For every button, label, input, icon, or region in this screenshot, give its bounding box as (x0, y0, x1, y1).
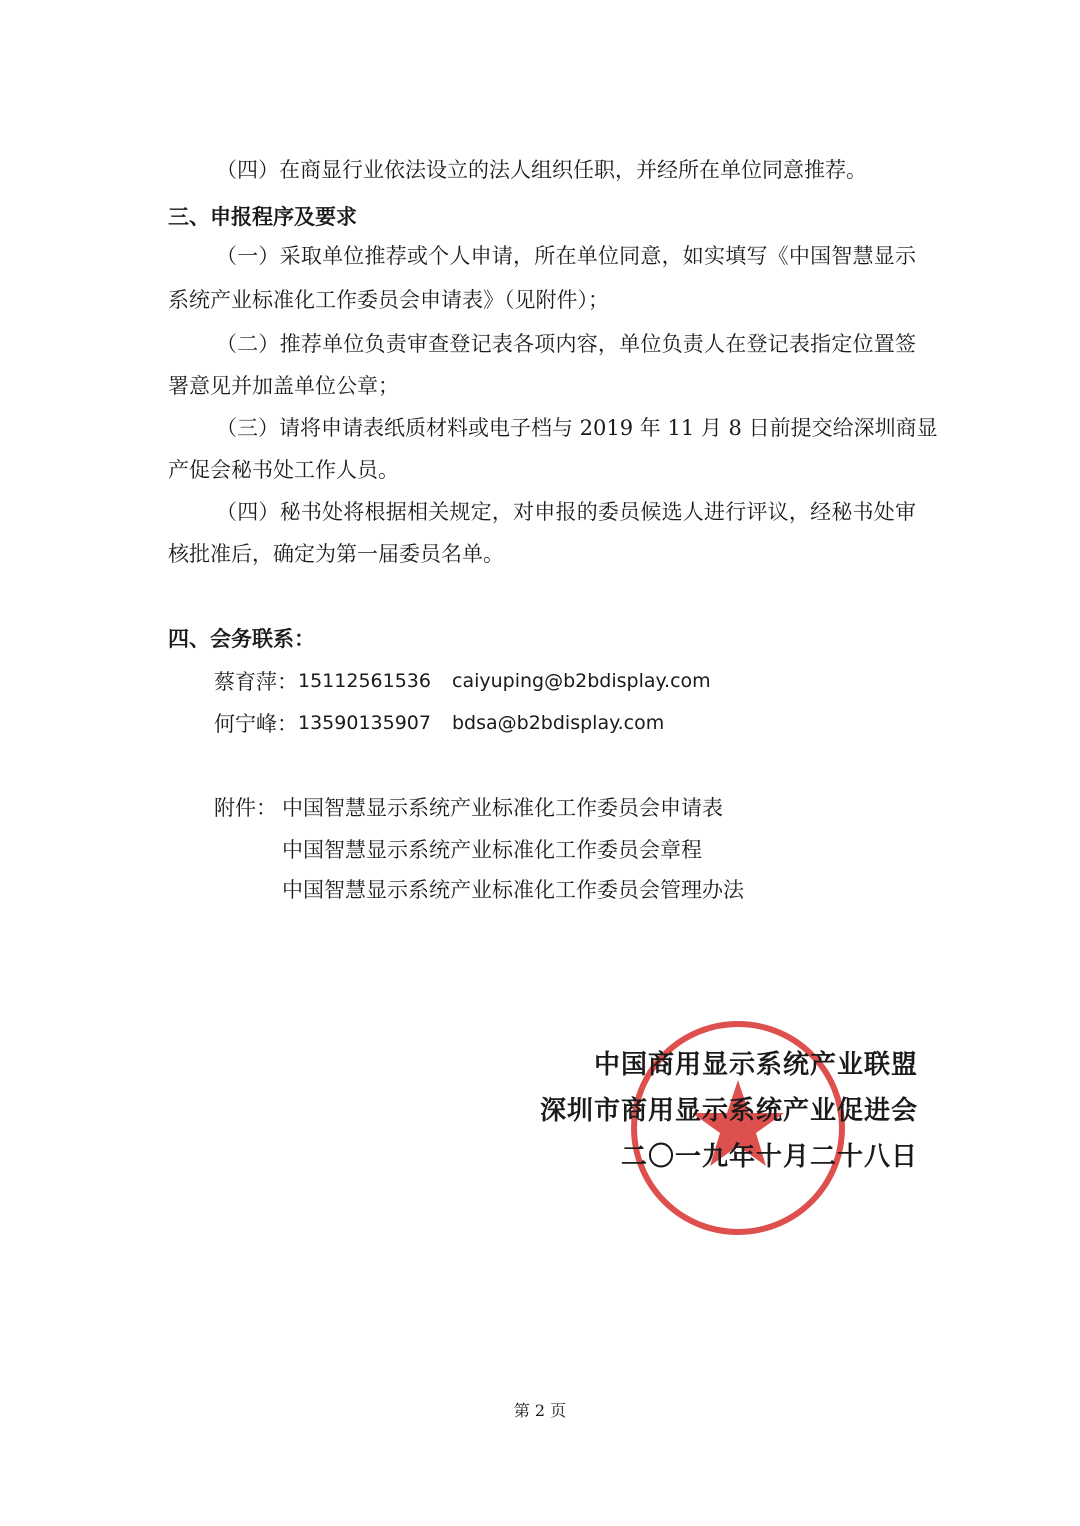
attachments-label: 附件： (214, 796, 277, 820)
contact-phone: 13590135907 (298, 712, 431, 734)
section3-heading: 三、申报程序及要求 (168, 204, 357, 229)
signature-org1: 中国商用显示系统产业联盟 (593, 1050, 918, 1080)
section3-item2-line2: 署意见并加盖单位公章； (168, 374, 399, 398)
section3-item3-line2: 产促会秘书处工作人员。 (168, 458, 399, 482)
section3-item2-line1: （二）推荐单位负责审查登记表各项内容，单位负责人在登记表指定位置签 (216, 332, 916, 356)
signature-org2: 深圳市商用显示系统产业促进会 (539, 1096, 918, 1126)
contact-phone: 15112561536 (298, 670, 431, 692)
section3-item1-line1: （一）采取单位推荐或个人申请，所在单位同意，如实填写《中国智慧显示 (216, 244, 916, 268)
section2-item4: （四）在商显行业依法设立的法人组织任职，并经所在单位同意推荐。 (216, 158, 867, 182)
contact-name: 蔡育萍： (214, 670, 298, 694)
attachment-item: 中国智慧显示系统产业标准化工作委员会章程 (282, 838, 702, 862)
section3-item3-line1: （三）请将申请表纸质材料或电子档与 2019 年 11 月 8 日前提交给深圳商显 (216, 416, 938, 440)
contact-email: caiyuping@b2bdisplay.com (452, 670, 711, 692)
section3-item4-line1: （四）秘书处将根据相关规定，对申报的委员候选人进行评议，经秘书处审 (216, 500, 916, 524)
attachment-item: 中国智慧显示系统产业标准化工作委员会管理办法 (282, 878, 744, 902)
attachment-item: 中国智慧显示系统产业标准化工作委员会申请表 (282, 796, 723, 820)
signature-date: 二〇一九年十月二十八日 (620, 1142, 918, 1172)
contact-name: 何宁峰： (214, 712, 298, 736)
section3-item4-line2: 核批准后，确定为第一届委员名单。 (168, 542, 504, 566)
contact-email: bdsa@b2bdisplay.com (452, 712, 665, 734)
section3-item1-line2: 系统产业标准化工作委员会申请表》（见附件）； (168, 288, 609, 312)
page-number: 第 2 页 (513, 1401, 567, 1420)
section4-heading: 四、会务联系： (168, 626, 315, 651)
